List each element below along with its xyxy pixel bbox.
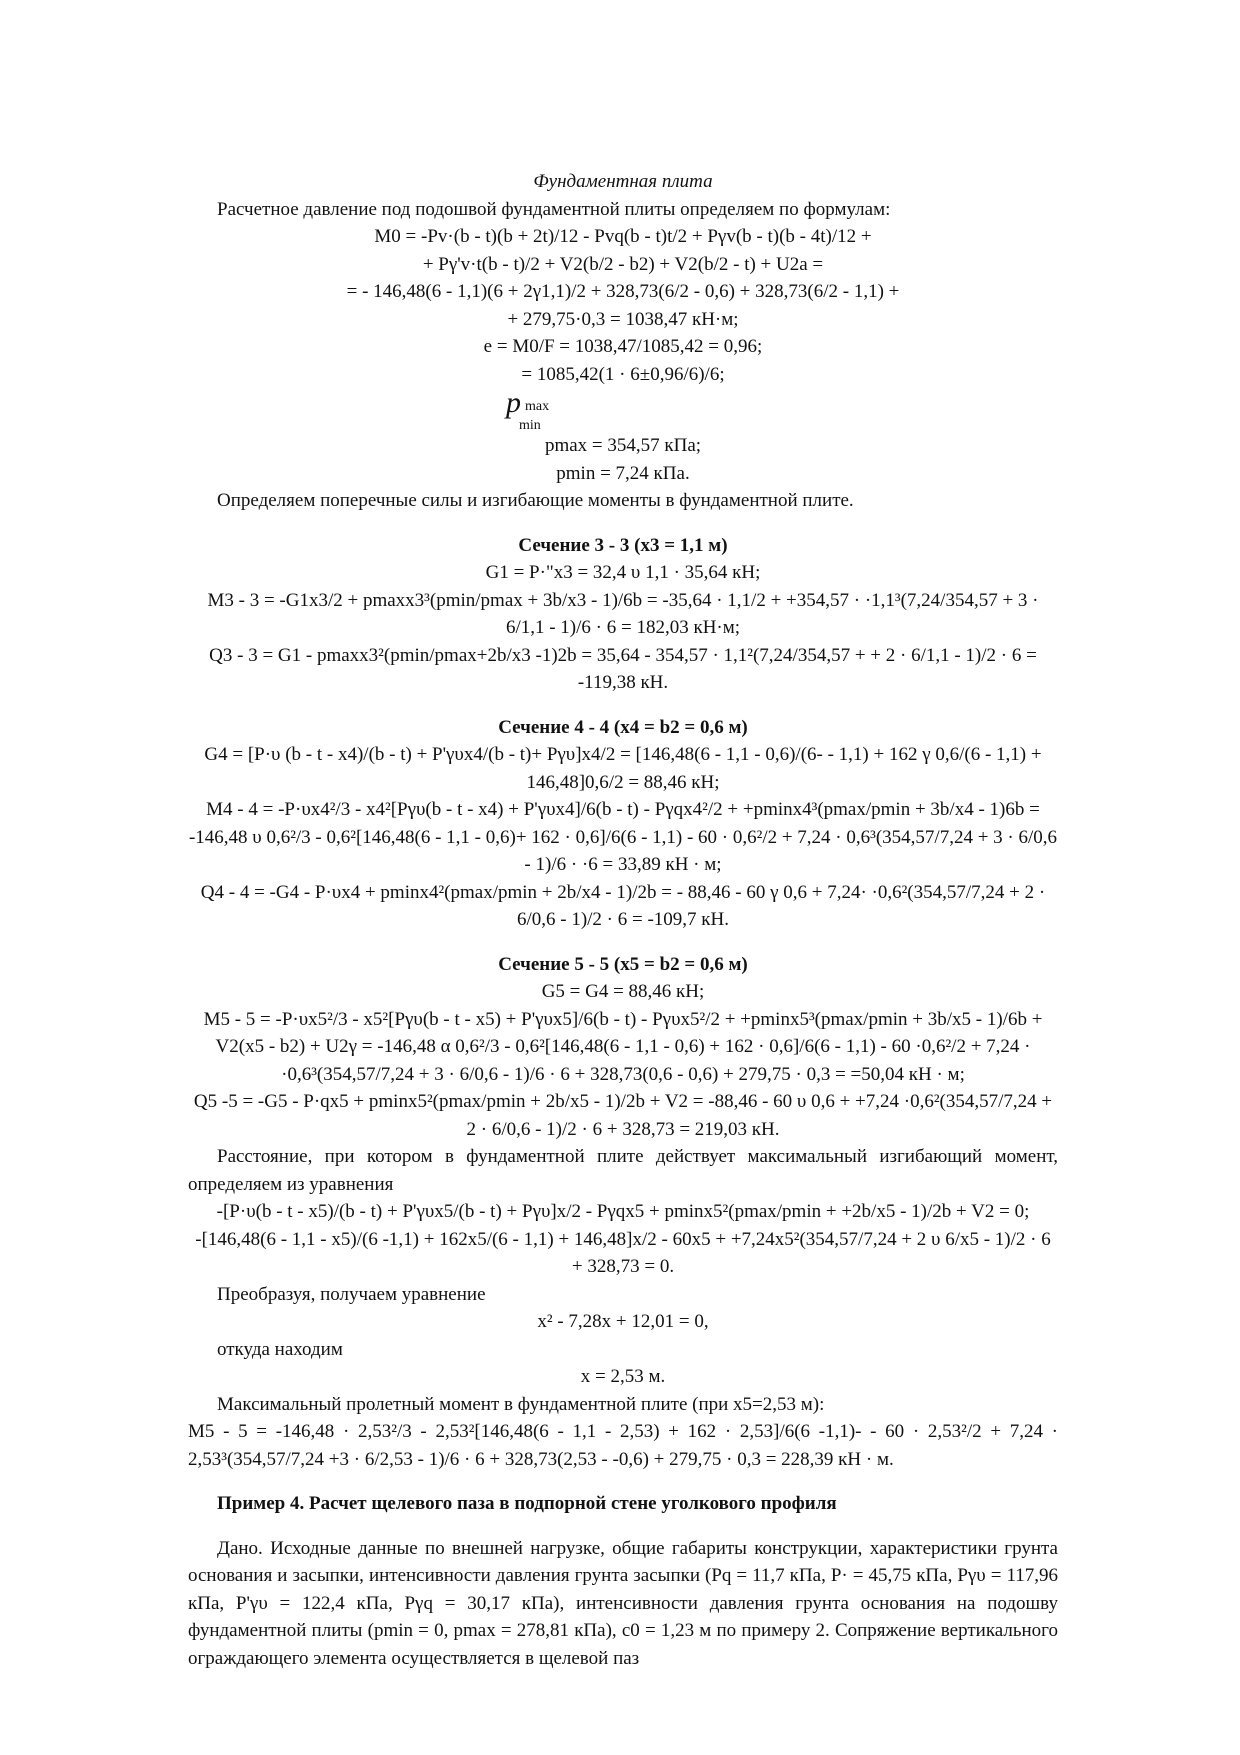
formula-q5-5: Q5 -5 = -G5 - P·qx5 + pminx5²(pmax/pmin + 2b/x5 - 1)/2b + V2 = -88,46 - 60 υ 0,6 + +7,24 ·0,6²(354,57/7,24 + 2 · 6/0,6 - 1)/2 · 6 + 328,73 = 219,03 кН. — [193, 1091, 1053, 1140]
section-3-3-heading: Сечение 3 - 3 (x3 = 1,1 м) — [518, 534, 728, 556]
example-4-heading: Пример 4. Расчет щелевого паза в подпорной стене уголкового профиля — [217, 1493, 837, 1514]
pmax-min-letter: p — [506, 386, 521, 419]
equation-numeric: -[146,48(6 - 1,1 - x5)/(6 -1,1) + 162x5/(6 - 1,1) + 146,48]x/2 - 60x5 + +7,24x5²(354,57/7,24 + 2 υ 6/x5 - 1)/2 · 6 + 328,73 = 0. — [195, 1228, 1051, 1277]
formula-m0-line1: M0 = -Pv·(b - t)(b + 2t)/12 - Pvq(b - t)t/2 + Pγv(b - t)(b - 4t)/12 + — [374, 226, 872, 247]
formula-q4-4: Q4 - 4 = -G4 - P·υx4 + pminx4²(pmax/pmin + 2b/x4 - 1)/2b = - 88,46 - 60 γ 0,6 + 7,24· ·0,6²(354,57/7,24 + 2 · 6/0,6 - 1)/2 · 6 = -109,7 кН. — [200, 881, 1046, 930]
paragraph-max-moment: Максимальный пролетный момент в фундаментной плите (при x5=2,53 м): — [217, 1393, 825, 1415]
section-title: Фундаментная плита — [533, 171, 713, 192]
pmin-value: pmin = 7,24 кПа. — [556, 462, 690, 484]
pmax-min-sub: min — [519, 418, 541, 433]
paragraph-whence: откуда находим — [217, 1338, 343, 1360]
formula-m3-3: M3 - 3 = -G1x3/2 + pmaxx3³(pmin/pmax + 3b/x3 - 1)/6b = -35,64 · 1,1/2 + +354,57 · ·1,1³(7,24/354,57 + 3 · 6/1,1 - 1)/6 · 6 = 182,03 кН·м; — [207, 589, 1039, 638]
paragraph-transform: Преобразуя, получаем уравнение — [217, 1283, 486, 1305]
formula-m0-line4: + 279,75·0,3 = 1038,47 кН·м; — [507, 308, 739, 330]
formula-m5-5: M5 - 5 = -P·υx5²/3 - x5²[Pγυ(b - t - x5) + P'γυx5]/6(b - t) - Pγυx5²/2 + +pminx5³(pmax/pmin + 3b/x5 - 1)/6b + V2(x5 - b2) + U2γ = -146,48 α 0,6²/3 - 0,6²[146,48(6 - 1,1 - 0,6) + 162 · 0,6]/6(6 - 1,1) - 60 ·0,6²/2 + 7,24 · ·0,6³(354,57/7,24 + 3 · 6/0,6 - 1)/6 · 6 + 328,73(0,6 - 0,6) + 279,75 · 0,3 = =50,04 кН · м; — [203, 1008, 1043, 1085]
equation-root: x = 2,53 м. — [580, 1366, 666, 1387]
formula-g5: G5 = G4 = 88,46 кН; — [541, 981, 705, 1002]
paragraph-intro: Расчетное давление под подошвой фундаментной плиты определяем по формулам: — [217, 198, 891, 220]
formula-g4: G4 = [P·υ (b - t - x4)/(b - t) + P'γυx4/(b - t)+ Pγυ]x4/2 = [146,48(6 - 1,1 - 0,6)/(6- - 1,1) + 162 γ 0,6/(6 - 1,1) + 146,48]0,6/2 = 88,46 кН; — [204, 744, 1042, 793]
document-page — [188, 168, 1058, 1672]
pmax-min-sup: max — [525, 399, 550, 414]
section-5-5-heading: Сечение 5 - 5 (x5 = b2 = 0,6 м) — [498, 953, 748, 975]
paragraph-distance: Расстояние, при котором в фундаментной плите действует максимальный изгибающий момент, определяем из уравнения — [188, 1146, 1058, 1195]
paragraph-forces: Определяем поперечные силы и изгибающие моменты в фундаментной плите. — [217, 490, 854, 511]
equation-quadratic: x² - 7,28x + 12,01 = 0, — [537, 1311, 709, 1332]
formula-m0-line2: + Pγ'v·t(b - t)/2 + V2(b/2 - b2) + V2(b/2 - t) + U2a = — [422, 253, 824, 275]
equation-general: -[P·υ(b - t - x5)/(b - t) + P'γυx5/(b - t) + Pγυ]x/2 - Pγqx5 + pminx5²(pmax/pmin + +2b/x5 - 1)/2b + V2 = 0; — [216, 1201, 1030, 1222]
formula-g1: G1 = P·"x3 = 32,4 υ 1,1 · 35,64 кН; — [485, 562, 761, 583]
formula-pressure: = 1085,42(1 · 6±0,96/6)/6; — [521, 363, 725, 385]
paragraph-given: Дано. Исходные данные по внешней нагрузке, общие габариты конструкции, характеристики грунта основания и засыпки, интенсивности давления грунта засыпки (Pq = 11,7 кПа, P· = 45,75 кПа, Pγυ = 117,96 кПа, P'γυ = 122,4 кПа, Pγq = 30,17 кПа), интенсивности давления грунта основания на подошву фундаментной плиты (pmin = 0, pmax = 278,81 кПа), c0 = 1,23 м по примеру 2. Сопряжение вертикального ограждающего элемента осуществляется в щелевой паз — [188, 1537, 1058, 1669]
formula-m5-5-max: M5 - 5 = -146,48 · 2,53²/3 - 2,53²[146,48(6 - 1,1 - 2,53) + 162 · 2,53]/6(6 -1,1)- - 60 · 2,53²/2 + 7,24 · 2,53³(354,57/7,24 +3 · 6/2,53 - 1)/6 · 6 + 328,73(2,53 - -0,6) + 279,75 · 0,3 = 228,39 кН · м. — [188, 1421, 1058, 1470]
formula-q3-3: Q3 - 3 = G1 - pmaxx3²(pmin/pmax+2b/x3 -1)2b = 35,64 - 354,57 · 1,1²(7,24/354,57 + + 2 · 6/1,1 - 1)/2 · 6 = -119,38 кН. — [209, 644, 1037, 693]
formula-eccentricity: e = M0/F = 1038,47/1085,42 = 0,96; — [483, 336, 763, 357]
formula-m0-line3: = - 146,48(6 - 1,1)(6 + 2γ1,1)/2 + 328,73(6/2 - 0,6) + 328,73(6/2 - 1,1) + — [346, 281, 900, 302]
pmax-value: pmax = 354,57 кПа; — [544, 435, 702, 456]
formula-m4-4: M4 - 4 = -P·υx4²/3 - x4²[Pγυ(b - t - x4) + P'γυx4]/6(b - t) - Pγqx4²/2 + +pminx4³(pmax/pmin + 3b/x4 - 1)6b = -146,48 υ 0,6²/3 - 0,6²[146,48(6 - 1,1 - 0,6)+ 162 · 0,6]/6(6 - 1,1) - 60 · 0,6²/2 + 7,24 · 0,6³(354,57/7,24 + 3 · 6/0,6 - 1)/6 · ·6 = 33,89 кН · м; — [188, 799, 1058, 875]
section-4-4-heading: Сечение 4 - 4 (x4 = b2 = 0,6 м) — [498, 716, 748, 738]
pmax-min-symbol — [188, 388, 1058, 432]
